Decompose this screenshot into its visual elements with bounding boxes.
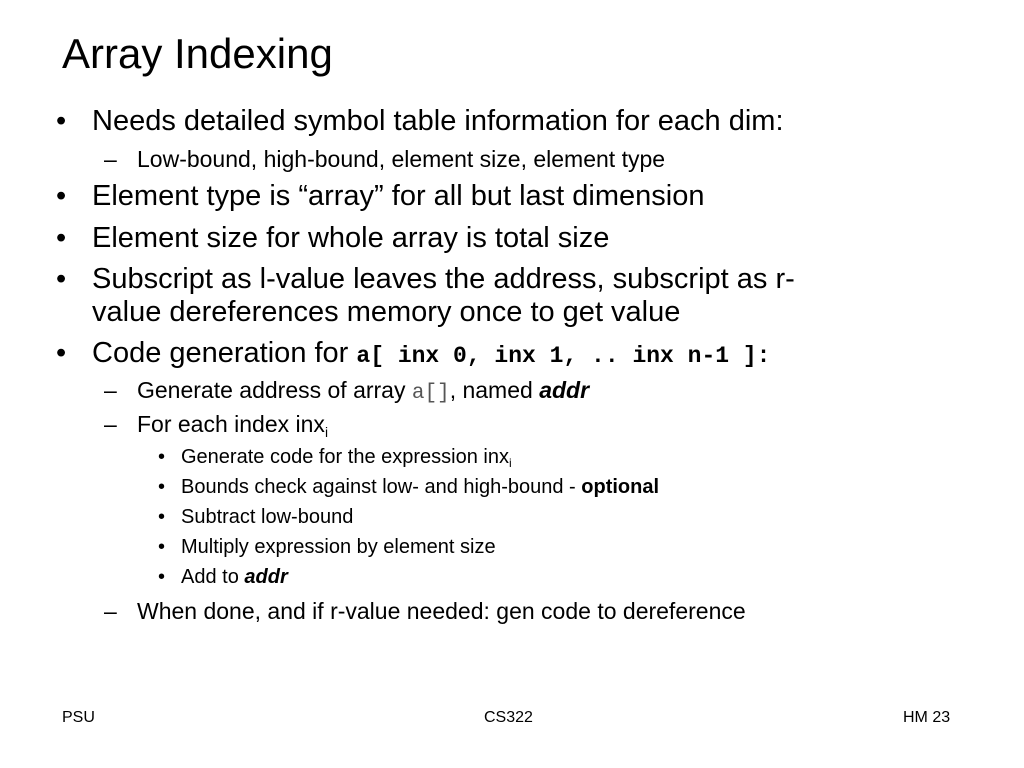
dash-marker: –: [104, 598, 117, 624]
bullet-marker: •: [158, 536, 166, 558]
bullet-text: Needs detailed symbol table information for each dim:: [92, 105, 784, 137]
sub-sub-item-text: [181, 565, 288, 589]
sub-item-text: [137, 410, 328, 438]
bullet-marker: •: [56, 337, 67, 369]
subscript: i: [324, 424, 329, 440]
sub-item-prefix: For each index inx: [137, 411, 325, 437]
bullet-marker: •: [158, 446, 166, 468]
sub-sub-item-text: [181, 445, 512, 469]
sub-sub-item-text: Subtract low-bound: [181, 506, 354, 528]
bullet-text: Element type is “array” for all but last dimension: [92, 180, 705, 212]
footer-right: HM 23: [903, 709, 951, 726]
bullet-text-line: Subscript as l-value leaves the address, subscript as r-: [92, 263, 795, 295]
bullet-text: [92, 336, 770, 373]
sub-item-middle: , named: [449, 377, 540, 403]
sub-sub-item-prefix: Add to: [181, 566, 245, 588]
dash-marker: –: [104, 411, 117, 437]
bullet-text-continuation: [92, 295, 680, 329]
bullet-marker: •: [56, 105, 67, 137]
sub-item-text: When done, and if r-value needed: gen code to dereference: [137, 598, 746, 624]
bullet-marker: •: [56, 263, 67, 295]
code-snippet: a[ inx 0, inx 1, .. inx n-1 ]:: [356, 343, 771, 369]
bullet-marker: •: [56, 222, 67, 254]
emphasis-text: addr: [244, 566, 288, 588]
emphasis-text: optional: [581, 476, 660, 498]
bullet-marker: •: [158, 506, 166, 528]
emphasis-text: addr: [539, 377, 590, 403]
dash-marker: –: [104, 146, 117, 172]
sub-item-text: [137, 376, 589, 408]
code-inline: a[]: [411, 382, 450, 405]
footer-left: PSU: [62, 709, 95, 726]
sub-item-prefix: Generate address of array: [137, 377, 412, 403]
dash-marker: –: [104, 377, 117, 403]
bullet-marker: •: [56, 180, 67, 212]
slide-title: Array Indexing: [62, 30, 333, 77]
sub-sub-item-text: Multiply expression by element size: [181, 536, 496, 558]
sub-sub-item-prefix: Generate code for the expression inx: [181, 446, 509, 468]
bullet-text-prefix: Code generation for: [92, 337, 357, 369]
sub-sub-item-prefix: Bounds check against low- and high-bound -: [181, 476, 582, 498]
sub-sub-item-text: [181, 475, 659, 499]
footer-center: CS322: [484, 709, 533, 726]
bullet-marker: •: [158, 566, 166, 588]
bullet-text-line: value dereferences memory once to get value: [92, 296, 681, 328]
sub-item-text: Low-bound, high-bound, element size, element type: [137, 146, 666, 172]
subscript: i: [508, 456, 512, 471]
bullet-marker: •: [158, 476, 166, 498]
bullet-text: Element size for whole array is total size: [92, 222, 610, 254]
